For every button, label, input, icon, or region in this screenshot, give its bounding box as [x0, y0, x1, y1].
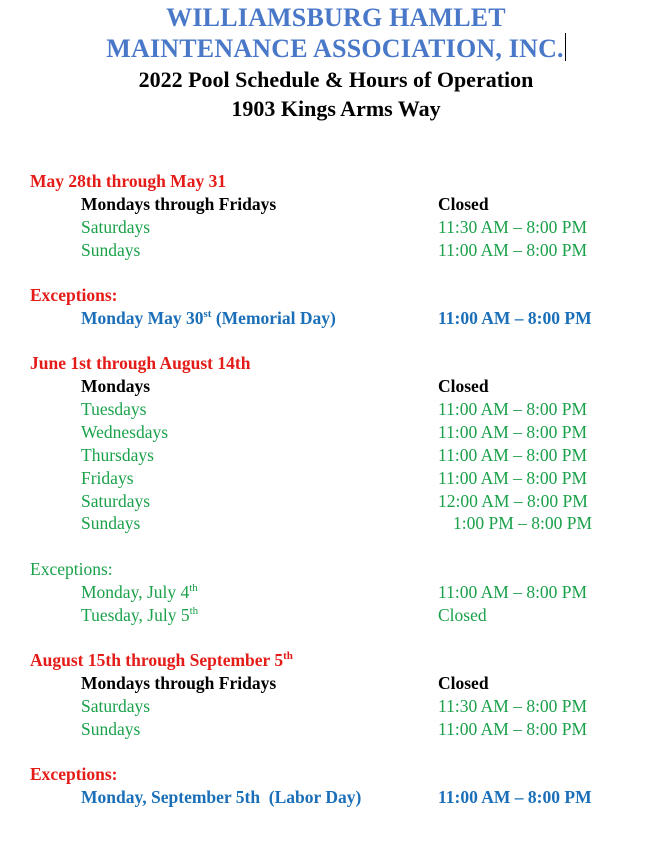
pool-address: 1903 Kings Arms Way: [231, 96, 441, 121]
section1-exception-day: [81, 307, 336, 329]
org-name-line1: WILLIAMSBURG HAMLET: [166, 3, 506, 32]
section3-row3-day: Sundays: [81, 719, 141, 739]
section2-exception1-day: [81, 581, 198, 603]
section2-exception2-day-pre: Tuesday, July 5: [81, 605, 190, 625]
section1-heading: May 28th through May 31: [30, 171, 227, 191]
section2-row2-hours: 11:00 AM – 8:00 PM: [438, 399, 588, 419]
section2-heading: June 1st through August 14th: [30, 353, 251, 373]
org-name-line2: [0, 33, 646, 64]
section2-row4-hours: 11:00 AM – 8:00 PM: [438, 445, 588, 465]
section1-exception-day-sup: st: [203, 308, 212, 321]
section3-exception-day: Monday, September 5th (Labor Day): [81, 787, 362, 807]
section1-exception-hours: 11:00 AM – 8:00 PM: [438, 308, 592, 328]
section2-exception1-day-pre: Monday, July 4: [81, 582, 190, 602]
section1-exception-day-pre: Monday May 30: [81, 308, 204, 328]
section2-exception2-day-sup: th: [189, 605, 199, 618]
section2-exception1-day-sup: th: [189, 582, 198, 595]
section1-row1-hours: Closed: [438, 194, 489, 214]
section2-row4-day: Thursdays: [81, 445, 154, 465]
section3-exception-hours: 11:00 AM – 8:00 PM: [438, 787, 592, 807]
text-cursor: [565, 33, 566, 61]
section2-row7-hours: 1:00 PM – 8:00 PM: [453, 513, 593, 533]
section3-row2-hours: 11:30 AM – 8:00 PM: [438, 696, 588, 716]
section2-exception1-hours: 11:00 AM – 8:00 PM: [438, 582, 588, 602]
section1-row2-hours: 11:30 AM – 8:00 PM: [438, 217, 588, 237]
section3-heading: [30, 649, 293, 671]
section1-row3-day: Sundays: [81, 240, 141, 260]
section2-row3-day: Wednesdays: [81, 422, 169, 442]
section1-row2-day: Saturdays: [81, 217, 151, 237]
section2-exceptions-label: Exceptions:: [30, 559, 113, 579]
section2-row5-day: Fridays: [81, 468, 134, 488]
section3-heading-pre: August 15th through September 5: [30, 650, 284, 670]
section2-row5-hours: 11:00 AM – 8:00 PM: [438, 468, 588, 488]
section2-exception2-day: [81, 604, 198, 626]
section3-exceptions-label: Exceptions:: [30, 764, 118, 784]
section2-exception2-hours: Closed: [438, 605, 487, 625]
section2-row7-day: Sundays: [81, 513, 141, 533]
section2-row2-day: Tuesdays: [81, 399, 147, 419]
section1-row1-day: Mondays through Fridays: [81, 194, 277, 214]
section2-row3-hours: 11:00 AM – 8:00 PM: [438, 422, 588, 442]
org-name-line2-text: MAINTENANCE ASSOCIATION, INC.: [106, 34, 564, 63]
section3-heading-sup: th: [283, 650, 293, 663]
section2-row6-hours: 12:00 AM – 8:00 PM: [438, 491, 588, 511]
section2-row6-day: Saturdays: [81, 491, 151, 511]
schedule-title: 2022 Pool Schedule & Hours of Operation: [138, 67, 534, 92]
section2-row1-hours: Closed: [438, 376, 489, 396]
section1-exception-day-post: (Memorial Day): [211, 308, 336, 328]
section3-row1-day: Mondays through Fridays: [81, 673, 277, 693]
section3-row2-day: Saturdays: [81, 696, 151, 716]
section1-row3-hours: 11:00 AM – 8:00 PM: [438, 240, 588, 260]
section3-row1-hours: Closed: [438, 673, 489, 693]
section1-exceptions-label: Exceptions:: [30, 285, 118, 305]
section2-row1-day: Mondays: [81, 376, 151, 396]
section3-row3-hours: 11:00 AM – 8:00 PM: [438, 719, 588, 739]
